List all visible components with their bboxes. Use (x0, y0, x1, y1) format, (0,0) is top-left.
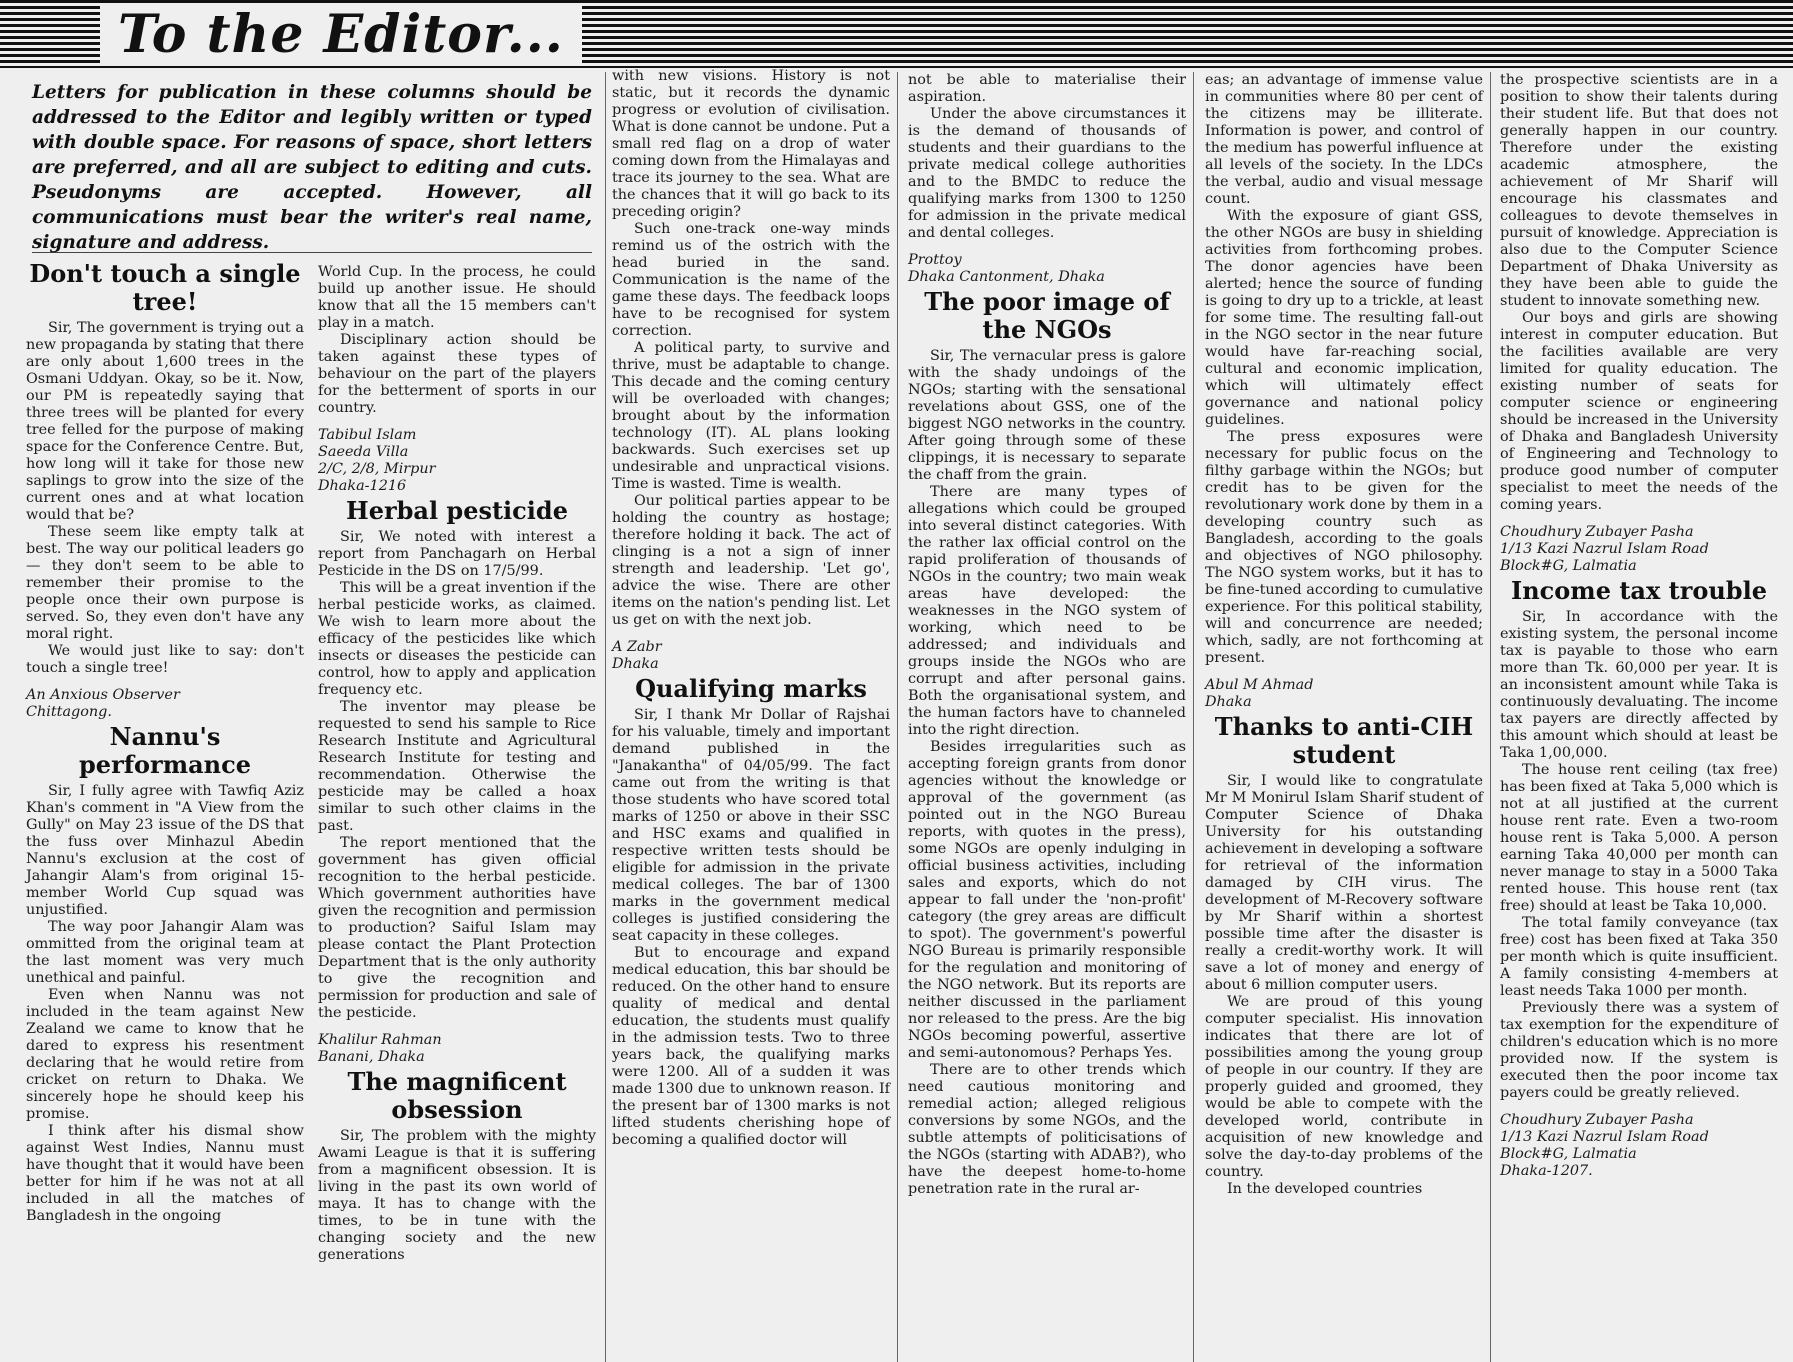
letter-paragraph: I think after his dismal show against West Indies, Nannu must have thought that it would have been better for him if he was not at all included in all the matches of Bangladesh in the ongoing (26, 1123, 304, 1224)
letter-paragraph: We would just like to say: don't touch a single tree! (26, 643, 304, 676)
letter-paragraph: Sir, We noted with interest a report from Panchagarh on Herbal Pesticide in the DS on 17/5/99. (318, 529, 596, 579)
letter-signature: Khalilur Rahman Banani, Dhaka (318, 1032, 442, 1065)
headline-qualifying-marks: Qualifying marks (635, 674, 867, 703)
letter-signature: A Zabr Dhaka (612, 639, 662, 672)
letter-paragraph: These seem like empty talk at best. The way our political leaders go — they don't seem to be able to remember their promise to the people once their own purpose is served. So, they even don't have any moral right. (26, 524, 304, 642)
letter-signature: Choudhury Zubayer Pasha 1/13 Kazi Nazrul Islam Road Block#G, Lalmatia (1500, 524, 1709, 574)
letter-paragraph: There are to other trends which need cautious monitoring and remedial action; alleged religious conversions by some NGOs, and the subtle attempts of politicisations of the NGOs (starting with ADAB?), who have the deepest home-to-home penetration rate in the rural ar- (908, 1062, 1186, 1197)
letter-paragraph: World Cup. In the process, he could build up another issue. He should know that all the 15 members can't play in a match. (318, 264, 596, 331)
letter-paragraph: Our political parties appear to be holding the country as hostage; therefore holding it back. The act of clinging is a not a sign of inner strength and leadership. 'Let go', advice the wise. There are other items on the nation's pending list. Let us get on with the next job. (612, 493, 890, 628)
letter-signature: Prottoy Dhaka Cantonment, Dhaka (908, 252, 1105, 285)
column-5 (1205, 72, 1483, 1198)
letter-paragraph: In the developed countries (1227, 1181, 1423, 1197)
letter-paragraph: Besides irregularities such as accepting foreign grants from donor agencies without the knowledge or approval of the government (as pointed out in the NGO Bureau reports, with quotes in the press), some NGOs are openly indulging in official business activities, including sales and exports, which do not appear to fall under the 'non-profit' category (the grey areas are difficult to spot). The government's powerful NGO Bureau is primarily responsible for the regulation and monitoring of the NGO network. But its reports are neither discussed in the parliament nor released to the press. Are the big NGOs becoming powerful, assertive and semi-autonomous? Perhaps Yes. (908, 739, 1186, 1061)
column-rule (1490, 72, 1491, 1362)
headline-cih-student: Thanks to anti-CIH student (1214, 712, 1474, 769)
letter-paragraph: Sir, I fully agree with Tawfiq Aziz Khan's comment in "A View from the Gully" on May 23 issue of the DS that the fuss over Minhazul Abedin Nannu's exclusion at the cost of Jahangir Alam's from original 15-member World Cup squad was unjustified. (26, 783, 304, 918)
letter-paragraph: The way poor Jahangir Alam was ommitted from the original team at the last moment was very much unethical and painful. (26, 919, 304, 986)
column-4 (908, 72, 1186, 1198)
letter-paragraph: with new visions. History is not static, but it records the dynamic progress or evolution of civilisation. What is done cannot be undone. Put a small red flag on a drop of water coming down from the Himalayas and trace its journey to the sea. What are the chances that it will go back to its preceding origin? (612, 68, 890, 220)
letter-paragraph: Our boys and girls are showing interest in computer education. But the facilities available are very limited for quality education. The existing number of seats for computer science or engineering should be increased in the University of Dhaka and Bangladesh University of Engineering and Technology to produce good number of computer specialist to meet the needs of the coming years. (1500, 310, 1778, 513)
letter-paragraph: But to encourage and expand medical education, this bar should be reduced. On the other hand to ensure quality of medical and dental education, the students must qualify in the admission tests. Two to three years back, the qualifying marks were 1200. All of a sudden it was made 1300 due to unknown reason. If the present bar of 1300 marks is not lifted students cherishing hope of becoming a qualified doctor will (612, 945, 890, 1148)
letter-paragraph: The total family conveyance (tax free) cost has been fixed at Taka 350 per month which is quite insufficient. A family consisting 4-members at least needs Taka 1000 per month. (1500, 915, 1778, 999)
letter-paragraph: With the exposure of giant GSS, the other NGOs are busy in shielding activities from forthcoming probes. The donor agencies have been alerted; hence the source of funding is going to dry up to a trickle, at least for some time. The resulting fall-out in the NGO sector in the near future would have far-reaching social, cultural and economic implication, which will ultimately effect governance and national policy guidelines. (1205, 208, 1483, 428)
letter-paragraph: The report mentioned that the government has given official recognition to the herbal pesticide. Which government authorities have given the recognition and permission to production? Saiful Islam may please contact the Plant Protection Department that is the only authority to give the recognition and permission for production and sale of the pesticide. (318, 835, 596, 1021)
letter-signature: Choudhury Zubayer Pasha 1/13 Kazi Nazrul Islam Road Block#G, Lalmatia Dhaka-1207. (1500, 1112, 1709, 1179)
headline-income-tax: Income tax trouble (1511, 576, 1767, 605)
letter-paragraph: We are proud of this young computer specialist. His innovation indicates that there are lot of possibilities among the young group of people in our country. If they are properly guided and groomed, they would be able to compete with the developed world, contribute in acquisition of new knowledge and solve the day-to-day problems of the country. (1205, 994, 1483, 1180)
column-rule (1193, 72, 1194, 1362)
headline-ngos: The poor image of the NGOs (924, 287, 1170, 344)
section-banner (0, 0, 1793, 68)
headline-magnificent-obsession: The magnificent obsession (347, 1067, 567, 1124)
letter-paragraph: eas; an advantage of immense value in communities where 80 per cent of the citizens may be illiterate. Information is power, and control of the medium has powerful influence at all levels of the society. In the LDCs the verbal, audio and visual message count. (1205, 72, 1483, 207)
section-title: To the Editor... (100, 6, 582, 64)
editorial-notice: Letters for publication in these columns should be addressed to the Editor and legibly written or typed with double space. For reasons of space, short letters are preferred, and all are subject to editing and cuts. Pseudonyms are accepted. However, all communications must bear the writer's real name, signature and address. (32, 82, 592, 253)
letter-signature: Tabibul Islam Saeeda Villa 2/C, 2/8, Mirpur Dhaka-1216 (318, 427, 436, 494)
letter-paragraph: Such one-track one-way minds remind us of the ostrich with the head buried in the sand. Communication is the name of the game these days. The feedback loops have to be recognised for system correction. (612, 221, 890, 339)
letter-signature: An Anxious Observer Chittagong. (26, 687, 180, 720)
letter-paragraph: Sir, The government is trying out a new propaganda by stating that there are only about 1,600 trees in the Osmani Uddyan. Okay, so be it. Now, our PM is repeatedly saying that three trees will be planted for every tree felled for the purpose of making space for the Conference Centre. But, how long will it take for those new saplings to grow into the size of the current ones and at what location would that be? (26, 320, 304, 523)
column-1 (26, 258, 304, 1225)
letter-paragraph: There are many types of allegations which could be grouped into several distinct categories. With the rather lax official control on the rapid proliferation of thousands of NGOs in the country; two main weak areas have developed: the weaknesses in the NGO system of working, which need to be addressed; and individuals and groups inside the NGOs who are corrupt and after personal gains. Both the organisational system, and the human factors have to channeled into the right direction. (908, 484, 1186, 738)
column-rule (605, 72, 606, 1362)
headline-nannu: Nannu's performance (79, 722, 251, 779)
letter-paragraph: Disciplinary action should be taken against these types of behaviour on the part of the players for the betterment of sports in our country. (318, 332, 596, 416)
letter-paragraph: Previously there was a system of tax exemption for the expenditure of children's education which is no more provided now. If the system is executed then the poor income tax payers could be greatly relieved. (1500, 1000, 1778, 1101)
letter-paragraph: the prospective scientists are in a position to show their talents during their student life. But that does not generally happen in our country. Therefore under the existing academic atmosphere, the achievement of Mr Sharif will encourage his classmates and colleagues to devote themselves in pursuit of knowledge. Appreciation is also due to the Computer Science Department of Dhaka University as they have been able to guide the student to innovate something new. (1500, 72, 1778, 309)
headline-herbal-pesticide: Herbal pesticide (346, 496, 568, 525)
headline-single-tree: Don't touch a single tree! (29, 259, 301, 316)
letter-paragraph: A political party, to survive and thrive, must be adaptable to change. This decade and the coming century will be overloaded with changes; brought about by the information technology (IT). AL plans looking backwards. Such exercises set up undesirable and unpractical visions. Time is wasted. Time is wealth. (612, 340, 890, 492)
column-2 (318, 264, 596, 1264)
letter-paragraph: Sir, In accordance with the existing system, the personal income tax is payable to those who earn more than Tk. 60,000 per year. It is an inconsistent amount while Taka is continuously devaluating. The income tax payers are directly affected by this amount which should at least be Taka 1,00,000. (1500, 609, 1778, 761)
letter-signature: Abul M Ahmad Dhaka (1205, 677, 1314, 710)
letter-paragraph: Under the above circumstances it is the demand of thousands of students and their guardians to the private medical college authorities and to the BMDC to reduce the qualifying marks from 1300 to 1250 for admission in the private medical and dental colleges. (908, 106, 1186, 241)
column-6 (1500, 72, 1778, 1182)
letter-paragraph: Sir, I would like to congratulate Mr M Monirul Islam Sharif student of Computer Science of Dhaka University for his outstanding achievement in developing a software for retrieval of the information damaged by CIH virus. The development of M-Recovery software by Mr Sharif within a shortest possible time after the disaster is really a credit-worthy work. It will save a lot of money and energy of about 6 million computer users. (1205, 773, 1483, 993)
letter-paragraph: Even when Nannu was not included in the team against New Zealand we came to know that he dared to express his resentment declaring that he would retire from cricket on return to Dhaka. We sincerely hope he should keep his promise. (26, 987, 304, 1122)
letter-paragraph: The press exposures were necessary for public focus on the filthy garbage within the NGOs; but credit has to be given for the revolutionary work done by them in a developing country such as Bangladesh, according to the goals and objectives of NGO philosophy. The NGO system works, but it has to be fine-tuned according to cumulative experience. For this political stability, will and concurrence are needed; which, sadly, are not forthcoming at present. (1205, 429, 1483, 666)
letter-paragraph: This will be a great invention if the herbal pesticide works, as claimed. We wish to learn more about the efficacy of the pesticides like which insects or diseases the pesticide can control, how to apply and application frequency etc. (318, 580, 596, 698)
letter-paragraph: The house rent ceiling (tax free) has been fixed at Taka 5,000 which is not at all justified at the current house rent rate. Even a two-room house rent is Taka 5,000. A person earning Taka 40,000 per month can never manage to stay in a 5000 Taka rented house. This house rent (tax free) should at least be Taka 10,000. (1500, 762, 1778, 914)
letter-paragraph: Sir, The problem with the mighty Awami League is that it is suffering from a magnificent obsession. It is living in the past its own world of maya. It has to change with the times, to be in tune with the changing society and the new generations (318, 1128, 596, 1263)
letter-paragraph: not be able to materialise their aspiration. (908, 72, 1186, 105)
column-3 (612, 68, 890, 1149)
letter-paragraph: The inventor may please be requested to send his sample to Rice Research Institute and Agricultural Research Institute for testing and recommendation. Otherwise the pesticide may be called a hoax similar to such other claims in the past. (318, 699, 596, 834)
letter-paragraph: Sir, The vernacular press is galore with the shady undoings of the NGOs; starting with the sensational revelations about GSS, one of the biggest NGO networks in the country. After going through some of these clippings, it is necessary to separate the chaff from the grain. (908, 348, 1186, 483)
column-rule (897, 72, 898, 1362)
letter-paragraph: Sir, I thank Mr Dollar of Rajshai for his valuable, timely and important demand published in the "Janakantha" of 04/05/99. The fact came out from the writing is that those students who have scored total marks of 1250 or above in their SSC and HSC exams and qualified in respective written tests should be eligible for admission in the private medical colleges. The bar of 1300 marks in the government medical colleges is justified considering the seat capacity in these colleges. (612, 707, 890, 944)
